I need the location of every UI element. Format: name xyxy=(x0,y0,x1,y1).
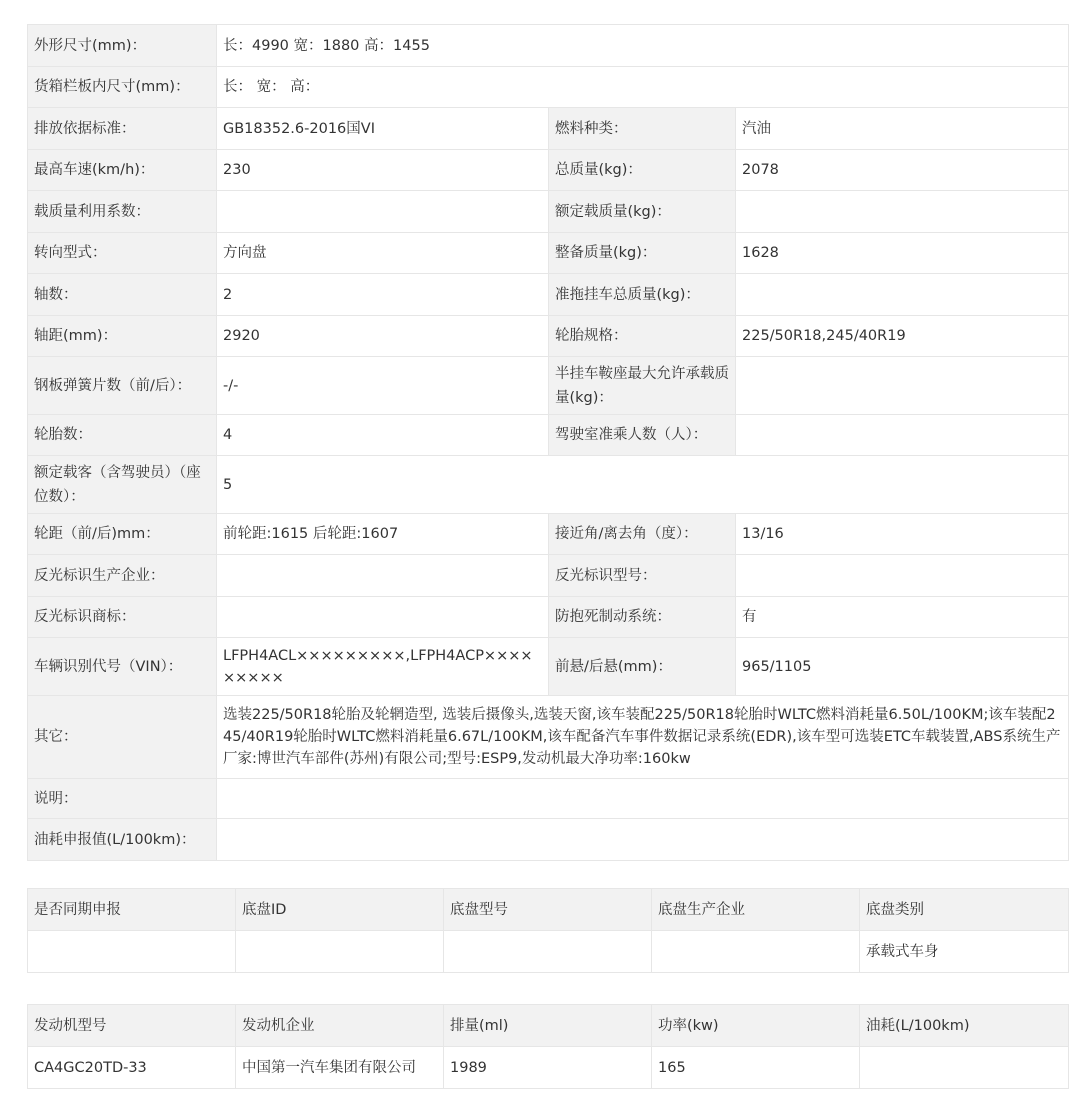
vehicle-spec-table xyxy=(27,24,1069,861)
overhang-value: 965/1105 xyxy=(736,638,1069,696)
spec-row-speed xyxy=(28,150,1069,191)
chassis-header-same-period: 是否同期申报 xyxy=(28,889,236,931)
vin-label: 车辆识别代号（VIN）： xyxy=(28,638,217,696)
fuel-label: 燃料种类： xyxy=(549,108,736,150)
reflector-model-value xyxy=(736,555,1069,597)
spec-row-axles xyxy=(28,274,1069,316)
engine-table xyxy=(27,1004,1069,1089)
track-label: 轮距（前/后)mm： xyxy=(28,514,217,555)
fuel-report-value xyxy=(217,819,1069,861)
tires-label: 轮胎数： xyxy=(28,415,217,456)
fuel-report-label: 油耗申报值(L/100km)： xyxy=(28,819,217,861)
axles-value: 2 xyxy=(217,274,549,316)
cab-passengers-value xyxy=(736,415,1069,456)
spec-row-vin xyxy=(28,638,1069,696)
other-value: 选装225/50R18轮胎及轮辋造型, 选装后摄像头,选装天窗,该车装配225/50R18轮胎时WLTC燃料消耗量6.50L/100KM;该车装配245/40R19轮胎时WLTC燃料消耗量6.67L/100KM,该车配备汽车事件数据记录系统(EDR),该车型可选装ETC车载装置,ABS系统生产厂家:博世汽车部件(苏州)有限公司;型号:ESP9,发动机最大净功率:160kw xyxy=(217,696,1069,779)
spec-row-fuel-report xyxy=(28,819,1069,861)
engine-power-cell: 165 xyxy=(652,1047,860,1089)
reflector-brand-value xyxy=(217,597,549,638)
total-mass-value: 2078 xyxy=(736,150,1069,191)
rated-load-value xyxy=(736,191,1069,233)
spec-row-load xyxy=(28,191,1069,233)
engine-maker-cell: 中国第一汽车集团有限公司 xyxy=(236,1047,444,1089)
spec-row-dimensions xyxy=(28,25,1069,67)
engine-header-displacement: 排量(ml) xyxy=(444,1005,652,1047)
emission-label: 排放依据标准： xyxy=(28,108,217,150)
curb-mass-label: 整备质量(kg)： xyxy=(549,233,736,274)
rated-load-label: 额定载质量(kg)： xyxy=(549,191,736,233)
spec-row-note xyxy=(28,779,1069,819)
abs-label: 防抱死制动系统： xyxy=(549,597,736,638)
spec-row-other xyxy=(28,696,1069,779)
wheelbase-value: 2920 xyxy=(217,316,549,357)
load-coeff-label: 载质量利用系数： xyxy=(28,191,217,233)
chassis-same-period-cell xyxy=(28,931,236,973)
chassis-id-cell xyxy=(236,931,444,973)
trailer-mass-value xyxy=(736,274,1069,316)
fuel-value: 汽油 xyxy=(736,108,1069,150)
leaf-spring-value: -/- xyxy=(217,357,549,415)
spec-row-reflector-brand xyxy=(28,597,1069,638)
spec-row-leaf-spring xyxy=(28,357,1069,415)
tires-value: 4 xyxy=(217,415,549,456)
angles-label: 接近角/离去角（度）： xyxy=(549,514,736,555)
engine-fuel-cell xyxy=(860,1047,1069,1089)
spec-row-wheelbase xyxy=(28,316,1069,357)
curb-mass-value: 1628 xyxy=(736,233,1069,274)
tire-spec-value: 225/50R18,245/40R19 xyxy=(736,316,1069,357)
overhang-label: 前悬/后悬(mm)： xyxy=(549,638,736,696)
cargo-value: 长： 宽： 高： xyxy=(217,67,1069,108)
abs-value: 有 xyxy=(736,597,1069,638)
engine-displacement-cell: 1989 xyxy=(444,1047,652,1089)
emission-value: GB18352.6-2016国VI xyxy=(217,108,549,150)
dimensions-label: 外形尺寸(mm)： xyxy=(28,25,217,67)
note-value xyxy=(217,779,1069,819)
engine-data-row xyxy=(28,1047,1069,1089)
cab-passengers-label: 驾驶室准乘人数（人）： xyxy=(549,415,736,456)
vin-value: LFPH4ACL×××××××××,LFPH4ACP××××××××× xyxy=(217,638,549,696)
engine-header-row xyxy=(28,1005,1069,1047)
semi-trailer-label: 半挂车鞍座最大允许承载质量(kg)： xyxy=(549,357,736,415)
chassis-model-cell xyxy=(444,931,652,973)
other-label: 其它： xyxy=(28,696,217,779)
engine-header-power: 功率(kw) xyxy=(652,1005,860,1047)
chassis-header-type: 底盘类别 xyxy=(860,889,1069,931)
seats-value: 5 xyxy=(217,456,1069,514)
angles-value: 13/16 xyxy=(736,514,1069,555)
reflector-maker-label: 反光标识生产企业： xyxy=(28,555,217,597)
engine-header-maker: 发动机企业 xyxy=(236,1005,444,1047)
spec-row-emission xyxy=(28,108,1069,150)
chassis-header-model: 底盘型号 xyxy=(444,889,652,931)
track-value: 前轮距:1615 后轮距:1607 xyxy=(217,514,549,555)
semi-trailer-value xyxy=(736,357,1069,415)
axles-label: 轴数： xyxy=(28,274,217,316)
reflector-model-label: 反光标识型号： xyxy=(549,555,736,597)
dimensions-value: 长：4990 宽：1880 高：1455 xyxy=(217,25,1069,67)
reflector-brand-label: 反光标识商标： xyxy=(28,597,217,638)
tire-spec-label: 轮胎规格： xyxy=(549,316,736,357)
spec-row-cargo xyxy=(28,67,1069,108)
trailer-mass-label: 准拖挂车总质量(kg)： xyxy=(549,274,736,316)
spec-row-steering xyxy=(28,233,1069,274)
engine-model-cell: CA4GC20TD-33 xyxy=(28,1047,236,1089)
spec-row-tires xyxy=(28,415,1069,456)
chassis-header-maker: 底盘生产企业 xyxy=(652,889,860,931)
speed-label: 最高车速(km/h)： xyxy=(28,150,217,191)
leaf-spring-label: 钢板弹簧片数（前/后）： xyxy=(28,357,217,415)
engine-header-fuel: 油耗(L/100km) xyxy=(860,1005,1069,1047)
wheelbase-label: 轴距(mm)： xyxy=(28,316,217,357)
engine-header-model: 发动机型号 xyxy=(28,1005,236,1047)
cargo-label: 货箱栏板内尺寸(mm)： xyxy=(28,67,217,108)
reflector-maker-value xyxy=(217,555,549,597)
chassis-header-row xyxy=(28,889,1069,931)
chassis-table xyxy=(27,888,1069,973)
note-label: 说明： xyxy=(28,779,217,819)
load-coeff-value xyxy=(217,191,549,233)
steering-label: 转向型式： xyxy=(28,233,217,274)
chassis-type-cell: 承载式车身 xyxy=(860,931,1069,973)
chassis-maker-cell xyxy=(652,931,860,973)
spec-row-seats xyxy=(28,456,1069,514)
spec-row-reflector-maker xyxy=(28,555,1069,597)
chassis-header-id: 底盘ID xyxy=(236,889,444,931)
speed-value: 230 xyxy=(217,150,549,191)
spec-row-track xyxy=(28,514,1069,555)
chassis-data-row xyxy=(28,931,1069,973)
steering-value: 方向盘 xyxy=(217,233,549,274)
total-mass-label: 总质量(kg)： xyxy=(549,150,736,191)
seats-label: 额定载客（含驾驶员）（座位数）： xyxy=(28,456,217,514)
